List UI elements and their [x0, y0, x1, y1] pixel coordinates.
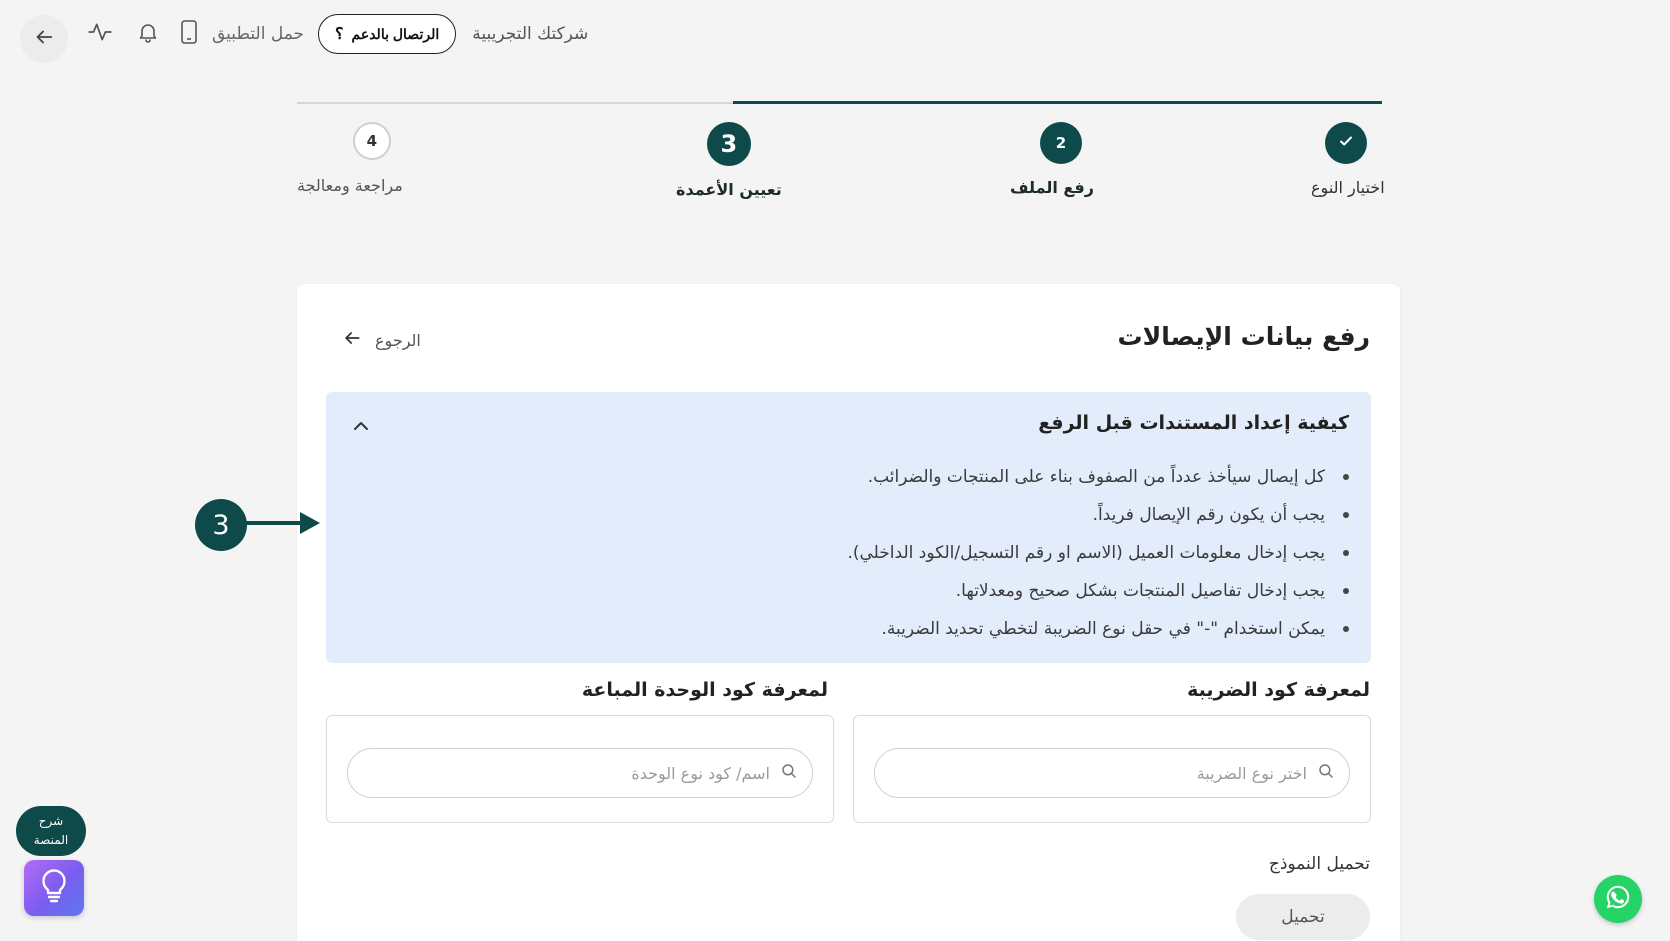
bullet — [1343, 626, 1349, 632]
arrow-left-icon — [33, 26, 55, 52]
step-number: 2 — [1040, 122, 1082, 164]
bullet — [1343, 474, 1349, 480]
unit-type-input[interactable] — [362, 764, 770, 783]
step-choose-type — [1307, 122, 1385, 197]
tax-code-box — [853, 715, 1371, 823]
tax-type-input[interactable] — [889, 764, 1307, 783]
whatsapp-icon — [1603, 882, 1633, 916]
step-label: مراجعة ومعالجة — [297, 176, 403, 195]
step-number: 3 — [707, 122, 751, 166]
instructions-panel — [326, 392, 1371, 663]
chevron-up-icon[interactable] — [352, 418, 370, 437]
list-item: يجب إدخال معلومات العميل (الاسم او رقم التسجيل/الكود الداخلي). — [847, 534, 1349, 572]
bullet — [1343, 550, 1349, 556]
support-button[interactable] — [318, 14, 456, 54]
whatsapp-button[interactable] — [1594, 875, 1642, 923]
step-number: 4 — [353, 122, 391, 160]
company-name[interactable]: شركتك التجريبية — [472, 24, 589, 44]
page-title: رفع بيانات الإيصالات — [1117, 322, 1370, 351]
platform-explainer-button[interactable] — [16, 806, 86, 856]
list-item: كل إيصال سيأخذ عدداً من الصفوف بناء على المنتجات والضرائب. — [847, 458, 1349, 496]
bullet — [1343, 512, 1349, 518]
unit-code-label: لمعرفة كود الوحدة المباعة — [581, 679, 828, 701]
question-mark-icon: ؟ — [335, 26, 344, 43]
download-app-label: حمل التطبيق — [212, 24, 305, 44]
step-done-circle — [1325, 122, 1367, 164]
search-icon — [780, 762, 798, 784]
top-bar — [20, 12, 588, 56]
download-button[interactable]: تحميل — [1236, 894, 1370, 940]
upload-card — [297, 284, 1400, 941]
tax-code-label: لمعرفة كود الضريبة — [1187, 679, 1370, 701]
back-link[interactable] — [341, 328, 421, 352]
lightbulb-icon — [40, 869, 68, 907]
activity-button[interactable] — [82, 16, 118, 52]
bell-icon — [136, 20, 160, 48]
unit-type-search[interactable] — [347, 748, 813, 798]
list-item: يمكن استخدام "-" في حقل نوع الضريبة لتخطي تحديد الضريبة. — [847, 610, 1349, 648]
bullet — [1343, 588, 1349, 594]
instructions-list — [847, 458, 1349, 648]
step-map-columns — [676, 122, 782, 199]
step-review-process — [297, 122, 403, 195]
explainer-label-line1: شرح — [38, 814, 64, 828]
tips-button[interactable] — [24, 860, 84, 916]
explainer-label-line2: المنصة — [33, 833, 69, 847]
mobile-phone-icon — [178, 19, 200, 49]
download-template-label: تحميل النموذج — [1268, 854, 1370, 874]
tax-type-search[interactable] — [874, 748, 1350, 798]
step-upload-file — [1010, 122, 1094, 197]
instructions-title: كيفية إعداد المستندات قبل الرفع — [1038, 412, 1349, 434]
back-arrow-button[interactable] — [20, 15, 68, 63]
list-item: يجب إدخال تفاصيل المنتجات بشكل صحيح ومعدلاتها. — [847, 572, 1349, 610]
download-app-button[interactable] — [178, 16, 304, 52]
arrow-left-icon — [341, 328, 363, 352]
checkmark-icon — [1338, 133, 1354, 153]
unit-code-box — [326, 715, 834, 823]
support-label: الرتصال بالدعم — [351, 25, 440, 42]
search-icon — [1317, 762, 1335, 784]
step-label: تعيين الأعمدة — [676, 180, 782, 199]
annotation-badge: 3 — [195, 499, 247, 551]
list-item: يجب أن يكون رقم الإيصال فريداً. — [847, 496, 1349, 534]
step-label: رفع الملف — [1010, 178, 1094, 197]
back-label: الرجوع — [375, 330, 421, 350]
notifications-button[interactable] — [130, 16, 166, 52]
step-label: اختيار النوع — [1311, 178, 1385, 197]
activity-icon — [87, 19, 113, 49]
stepper-progress — [733, 101, 1382, 104]
annotation-arrow-icon — [244, 510, 322, 540]
